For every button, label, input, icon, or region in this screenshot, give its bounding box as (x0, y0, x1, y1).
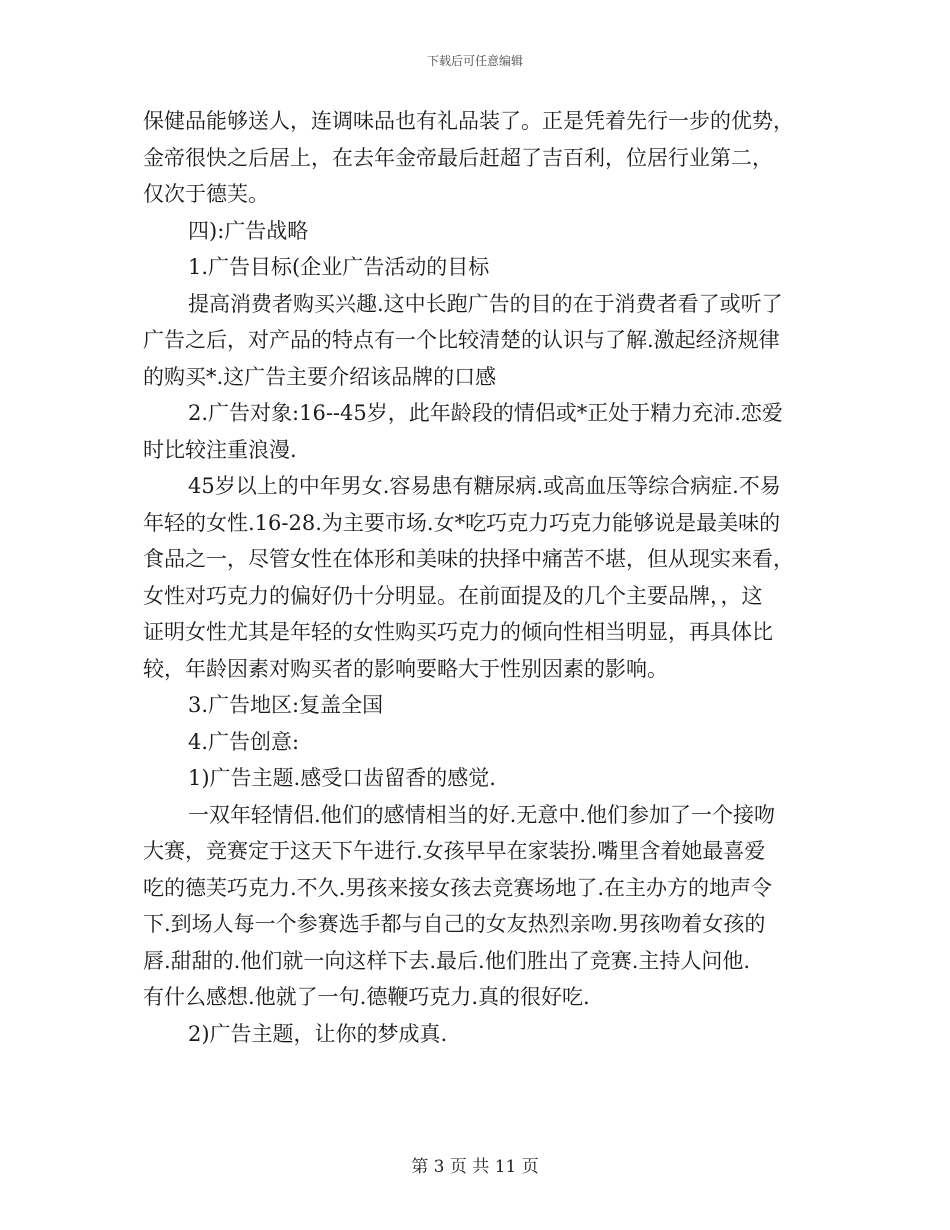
text-line: 下.到场人每一个参赛选手都与自己的女友热烈亲吻.男孩吻着女孩的 (143, 912, 766, 936)
section-heading: 四):广告战略 (188, 218, 309, 243)
text-line: 时比较注重浪漫. (143, 437, 297, 462)
text-line: 仅次于德芙。 (143, 182, 269, 206)
subsection-heading: 2)广告主题，让你的梦成真. (188, 1021, 448, 1046)
text-line: 提高消费者购买兴趣.这中长跑广告的目的在于消费者看了或听了 (188, 291, 783, 316)
text-line: 一双年轻情侣.他们的感情相当的好.无意中.他们参加了一个接吻 (188, 802, 776, 827)
text-line: 的购买*.这广告主要介绍该品牌的口感 (143, 364, 497, 389)
header-note: 下载后可任意编辑 (426, 54, 523, 68)
text-line: 女性对巧克力的偏好仍十分明显。在前面提及的几个主要品牌，，这 (143, 583, 763, 608)
text-line: 年轻的女性.16-28.为主要市场.女*吃巧克力巧克力能够说是最美味的 (143, 510, 781, 535)
page-number-footer: 第 3 页 共 11 页 (411, 1157, 539, 1177)
text-line: 唇.甜甜的.他们就一向这样下去.最后.他们胜出了竞赛.主持人问他. (143, 948, 751, 973)
subsection-heading: 1.广告目标(企业广告活动的目标 (188, 255, 490, 279)
text-line: 食品之一，尽管女性在体形和美味的抉择中痛苦不堪，但从现实来看， (143, 547, 794, 571)
subsection-heading: 1)广告主题.感受口齿留香的感觉. (188, 766, 496, 790)
text-line: 金帝很快之后居上，在去年金帝最后赶超了吉百利，位居行业第二， (143, 145, 773, 170)
text-line: 大赛，竞赛定于这天下午进行.女孩早早在家装扮.嘴里含着她最喜爱 (143, 839, 766, 863)
document-body (143, 103, 815, 1052)
subsection-heading: 2.广告对象:16--45岁，此年龄段的情侣或*正处于精力充沛.恋爱 (188, 401, 783, 425)
subsection-heading: 4.广告创意: (188, 729, 300, 754)
text-line: 有什么感想.他就了一句.德鞭巧克力.真的很好吃. (143, 985, 590, 1009)
text-line: 广告之后，对产品的特点有一个比较清楚的认识与了解.激起经济规律 (143, 328, 780, 352)
subsection-heading: 3.广告地区:复盖全国 (188, 693, 384, 717)
text-line: 45岁以上的中年男女.容易患有糖尿病.或高血压等综合病症.不易 (188, 474, 781, 498)
text-line: 保健品能够送人，连调味品也有礼品装了。正是凭着先行一步的优势， (143, 109, 794, 133)
text-line: 证明女性尤其是年轻的女性购买巧克力的倾向性相当明显，再具体比 (143, 620, 773, 644)
text-line: 吃的德芙巧克力.不久.男孩来接女孩去竞赛场地了.在主办方的地声令 (143, 875, 773, 900)
text-line: 较，年龄因素对购买者的影响要略大于性别因素的影响。 (143, 656, 668, 681)
